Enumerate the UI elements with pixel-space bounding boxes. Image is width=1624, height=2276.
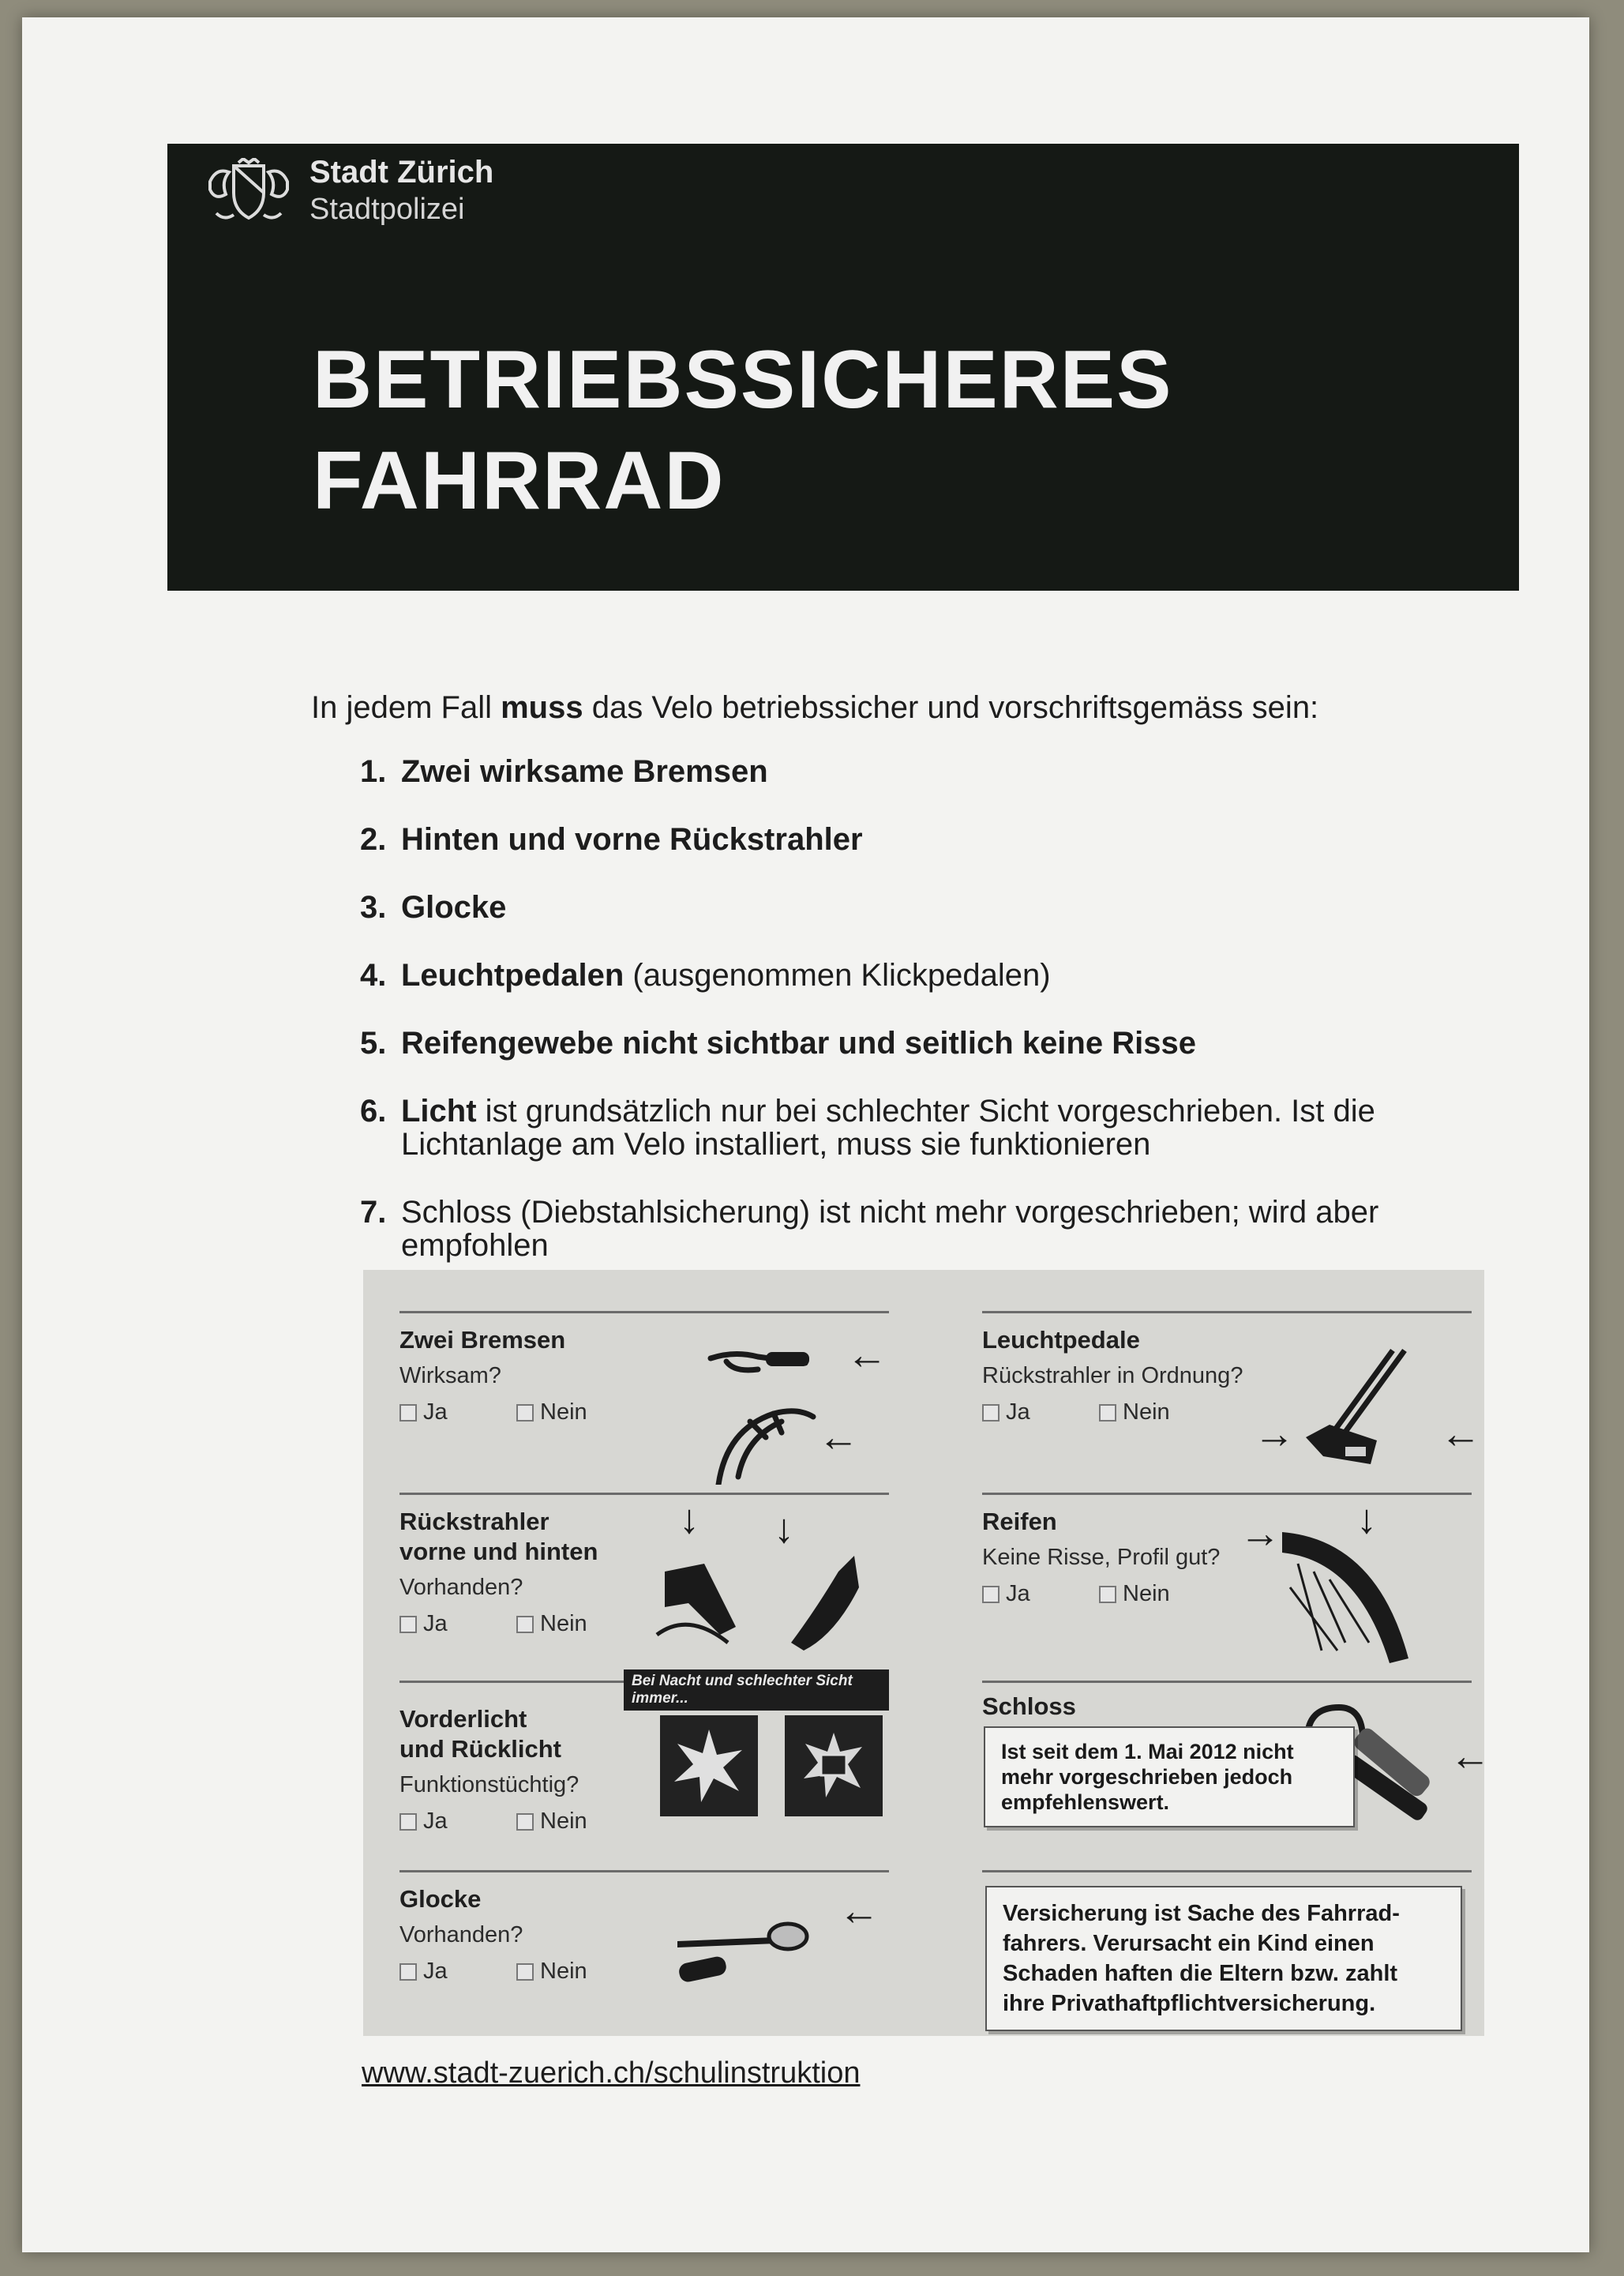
item-text: ist grundsätzlich nur bei schlechter Sicht vorgeschrieben. Ist die Lichtanlage am Velo installiert, muss sie funktionieren <box>401 1094 1375 1162</box>
checklist-rueckstrahler <box>399 1493 889 1681</box>
header-banner <box>167 144 1519 591</box>
item-number: 7. <box>360 1195 387 1230</box>
org-department: Stadtpolizei <box>309 193 465 226</box>
arrow-down-icon: ↓ <box>679 1497 699 1542</box>
option-nein[interactable] <box>516 1611 587 1637</box>
intro-text-pre: In jedem Fall <box>311 690 501 725</box>
divider <box>399 1311 889 1313</box>
item-number: 4. <box>360 958 387 993</box>
requirement-item <box>360 1027 1513 1060</box>
option-nein[interactable] <box>516 1959 587 1985</box>
title-line: vorne und hinten <box>399 1538 598 1565</box>
checklist-glocke <box>399 1870 889 2028</box>
option-label: Ja <box>423 1959 448 1984</box>
option-label: Ja <box>1006 1581 1030 1606</box>
checklist-question: Keine Risse, Profil gut? <box>982 1545 1221 1570</box>
option-label: Nein <box>1123 1399 1170 1425</box>
checklist-title: Schloss <box>982 1692 1076 1720</box>
option-label: Ja <box>1006 1399 1030 1425</box>
reflector-illustration <box>649 1540 870 1666</box>
checklist-title: Reifen <box>982 1508 1057 1535</box>
checklist-question: Vorhanden? <box>399 1575 523 1600</box>
option-label: Ja <box>423 1611 448 1636</box>
checklist-title <box>399 1507 598 1567</box>
checkbox-icon <box>982 1404 1000 1422</box>
checkbox-icon <box>1099 1404 1116 1422</box>
checkbox-icon <box>516 1813 534 1831</box>
arrow-left-icon: ← <box>1440 1411 1481 1457</box>
option-ja[interactable] <box>399 1399 448 1425</box>
checkbox-icon <box>982 1586 1000 1603</box>
coat-of-arms-icon <box>202 158 295 226</box>
item-number: 2. <box>360 822 387 857</box>
insurance-note: Versicherung ist Sache des Fahrrad-fahrers. Verursacht ein Kind einen Schaden haften die Eltern bzw. zahlt ihre Privathaftpflichtversicherung. <box>985 1886 1462 2031</box>
checklist-question: Rückstrahler in Ordnung? <box>982 1363 1243 1388</box>
checklist-panel <box>363 1270 1491 2036</box>
requirement-item <box>360 1196 1513 1262</box>
option-label: Ja <box>423 1808 448 1834</box>
item-number: 1. <box>360 754 387 789</box>
arrow-left-icon: ← <box>818 1414 859 1460</box>
arrow-left-icon: ← <box>1450 1733 1491 1779</box>
option-ja[interactable] <box>982 1581 1030 1607</box>
night-banner: Bei Nacht und schlechter Sicht immer... <box>624 1669 889 1711</box>
divider <box>982 1493 1472 1495</box>
checkbox-icon <box>516 1404 534 1422</box>
org-name: Stadt Zürich <box>309 155 494 190</box>
option-ja[interactable] <box>399 1808 448 1835</box>
option-label: Ja <box>423 1399 448 1425</box>
requirement-item <box>360 755 1513 788</box>
option-label: Nein <box>540 1808 587 1834</box>
option-nein[interactable] <box>1099 1399 1170 1425</box>
checklist-question: Vorhanden? <box>399 1922 523 1947</box>
option-ja[interactable] <box>399 1959 448 1985</box>
checklist-bremsen <box>399 1311 889 1493</box>
requirement-item <box>360 823 1513 856</box>
intro-sentence <box>311 690 1318 726</box>
item-number: 6. <box>360 1094 387 1129</box>
insurance-section <box>982 1870 1472 2028</box>
item-bold-text: Glocke <box>401 890 507 925</box>
poster-title-line-2: FAHRRAD <box>313 435 726 527</box>
checklist-question: Wirksam? <box>399 1363 501 1388</box>
item-bold-text: Hinten und vorne Rückstrahler <box>401 822 863 857</box>
option-label: Nein <box>1123 1581 1170 1606</box>
option-label: Nein <box>540 1959 587 1984</box>
checkbox-icon <box>516 1616 534 1633</box>
bell-illustration <box>677 1910 820 1996</box>
arrow-down-icon: ↓ <box>774 1506 794 1552</box>
checklist-schloss <box>982 1681 1491 1870</box>
front-light-photo <box>660 1715 758 1816</box>
item-text: Schloss (Diebstahlsicherung) ist nicht mehr vorgeschrieben; wird aber empfohlen <box>401 1195 1379 1263</box>
option-ja[interactable] <box>399 1611 448 1637</box>
divider <box>982 1311 1472 1313</box>
pedal-illustration <box>1298 1343 1424 1477</box>
checkbox-icon <box>399 1813 417 1831</box>
option-nein[interactable] <box>516 1808 587 1835</box>
item-bold-text: Leuchtpedalen <box>401 958 624 993</box>
option-nein[interactable] <box>1099 1581 1170 1607</box>
checkbox-icon <box>399 1963 417 1981</box>
checkbox-icon <box>399 1404 417 1422</box>
poster-paper <box>22 17 1589 2252</box>
item-bold-text: Zwei wirksame Bremsen <box>401 754 768 789</box>
checkbox-icon <box>516 1963 534 1981</box>
checklist-title: Leuchtpedale <box>982 1326 1140 1354</box>
schloss-info-box: Ist seit dem 1. Mai 2012 nicht mehr vorgeschrieben jedoch empfehlenswert. <box>984 1726 1355 1827</box>
checklist-pedale <box>982 1311 1481 1493</box>
arrow-left-icon: ← <box>838 1888 880 1934</box>
arrow-right-icon: → <box>1254 1411 1295 1457</box>
requirement-item <box>360 959 1513 992</box>
requirement-item <box>360 1095 1513 1161</box>
title-line: und Rücklicht <box>399 1735 561 1763</box>
item-number: 5. <box>360 1026 387 1061</box>
website-link[interactable]: www.stadt-zuerich.ch/schulinstruktion <box>362 2056 861 2090</box>
divider <box>399 1493 889 1495</box>
checklist-title <box>399 1704 561 1764</box>
poster-title-line-1: BETRIEBSSICHERES <box>313 334 1173 426</box>
item-number: 3. <box>360 890 387 925</box>
arrow-left-icon: ← <box>846 1332 887 1378</box>
checklist-licht <box>399 1673 889 1870</box>
arrow-right-icon: → <box>1240 1511 1281 1557</box>
title-line: Vorderlicht <box>399 1705 527 1733</box>
arrow-down-icon: ↓ <box>1356 1497 1377 1542</box>
divider <box>399 1870 889 1872</box>
tire-illustration <box>1282 1516 1424 1666</box>
title-line: Rückstrahler <box>399 1508 549 1535</box>
requirement-item <box>360 891 1513 924</box>
item-text: (ausgenommen Klickpedalen) <box>624 958 1051 993</box>
item-bold-text: Licht <box>401 1094 477 1129</box>
divider <box>982 1870 1472 1872</box>
item-bold-text: Reifengewebe nicht sichtbar und seitlich keine Risse <box>401 1026 1196 1061</box>
checklist-title: Zwei Bremsen <box>399 1326 566 1354</box>
option-label: Nein <box>540 1399 587 1425</box>
brake-lever-illustration <box>703 1327 821 1485</box>
checkbox-icon <box>399 1616 417 1633</box>
option-nein[interactable] <box>516 1399 587 1425</box>
intro-text-bold: muss <box>501 690 583 725</box>
divider <box>982 1681 1472 1683</box>
checklist-title: Glocke <box>399 1885 482 1913</box>
checklist-question: Funktionstüchtig? <box>399 1772 579 1797</box>
option-label: Nein <box>540 1611 587 1636</box>
rear-light-photo <box>785 1715 883 1816</box>
checklist-reifen <box>982 1493 1472 1681</box>
option-ja[interactable] <box>982 1399 1030 1425</box>
checkbox-icon <box>1099 1586 1116 1603</box>
intro-text-post: das Velo betriebssicher und vorschriftsgemäss sein: <box>583 690 1319 725</box>
requirements-list <box>360 755 1513 1297</box>
